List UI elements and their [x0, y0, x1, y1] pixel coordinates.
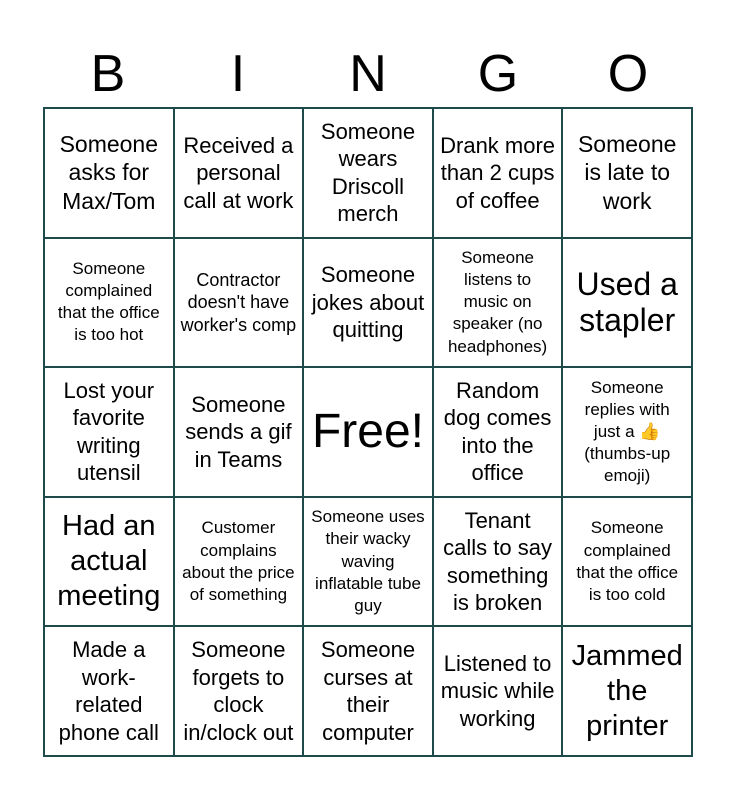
bingo-cell[interactable] [44, 626, 174, 756]
cell-text: Someone complained that the office is too hot [57, 259, 160, 345]
header-letter-b: B [90, 45, 126, 103]
bingo-cell[interactable] [433, 626, 563, 756]
cell-text: Someone uses their wacky waving inflatable tube guy [311, 507, 425, 615]
header-letter-g: G [477, 45, 519, 103]
cell-text: Jammed the printer [571, 640, 683, 742]
cell-text: Had an actual meeting [57, 510, 161, 612]
bingo-cell[interactable] [44, 108, 174, 238]
cell-text: Someone complained that the office is too cold [576, 518, 679, 604]
header-letter-o: O [607, 45, 649, 103]
cell-text: Lost your favorite writing utensil [63, 377, 155, 486]
free-space-text: Free! [311, 405, 424, 459]
bingo-cell[interactable] [433, 367, 563, 497]
bingo-cell[interactable] [303, 108, 433, 238]
cell-text: Drank more than 2 cups of coffee [440, 132, 556, 213]
bingo-cell[interactable] [562, 367, 692, 497]
cell-text: Someone is late to work [577, 130, 677, 215]
bingo-cell[interactable] [433, 238, 563, 368]
bingo-cell[interactable] [44, 238, 174, 368]
header-letter-i: I [230, 45, 246, 103]
cell-text: Tenant calls to say something is broken [443, 507, 552, 616]
bingo-cell[interactable] [303, 626, 433, 756]
bingo-cell[interactable] [433, 497, 563, 627]
bingo-header [43, 40, 693, 108]
cell-text: Customer complains about the price of something [182, 518, 295, 604]
bingo-grid [43, 107, 693, 757]
header-letter-n: N [349, 45, 387, 103]
cell-text: Someone replies with just a 👍 (thumbs-up emoji) [584, 377, 671, 486]
cell-text: Someone wears Driscoll merch [320, 118, 416, 227]
cell-text: Someone forgets to clock in/clock out [183, 637, 294, 745]
free-space-cell[interactable] [303, 367, 433, 497]
cell-text: Someone sends a gif in Teams [185, 391, 292, 472]
bingo-cell[interactable] [562, 238, 692, 368]
cell-text: Someone jokes about quitting [311, 262, 425, 343]
cell-text: Someone asks for Max/Tom [59, 130, 159, 215]
bingo-cell[interactable] [174, 367, 304, 497]
bingo-cell[interactable] [303, 497, 433, 627]
bingo-cell[interactable] [174, 626, 304, 756]
cell-text: Received a personal call at work [183, 132, 294, 213]
cell-text: Someone listens to music on speaker (no headphones) [447, 248, 548, 356]
bingo-cell[interactable] [562, 108, 692, 238]
bingo-cell[interactable] [44, 367, 174, 497]
bingo-cell[interactable] [562, 626, 692, 756]
cell-text: Listened to music while working [440, 650, 555, 731]
bingo-cell[interactable] [433, 108, 563, 238]
bingo-cell[interactable] [44, 497, 174, 627]
bingo-cell[interactable] [174, 108, 304, 238]
bingo-cell[interactable] [303, 238, 433, 368]
cell-text: Random dog comes into the office [443, 377, 552, 486]
bingo-cell[interactable] [174, 497, 304, 627]
cell-text: Contractor doesn't have worker's comp [180, 269, 297, 335]
cell-text: Made a work-related phone call [58, 637, 159, 745]
cell-text: Someone curses at their computer [320, 637, 416, 745]
bingo-cell[interactable] [562, 497, 692, 627]
bingo-cell[interactable] [174, 238, 304, 368]
cell-text: Used a stapler [576, 265, 678, 339]
